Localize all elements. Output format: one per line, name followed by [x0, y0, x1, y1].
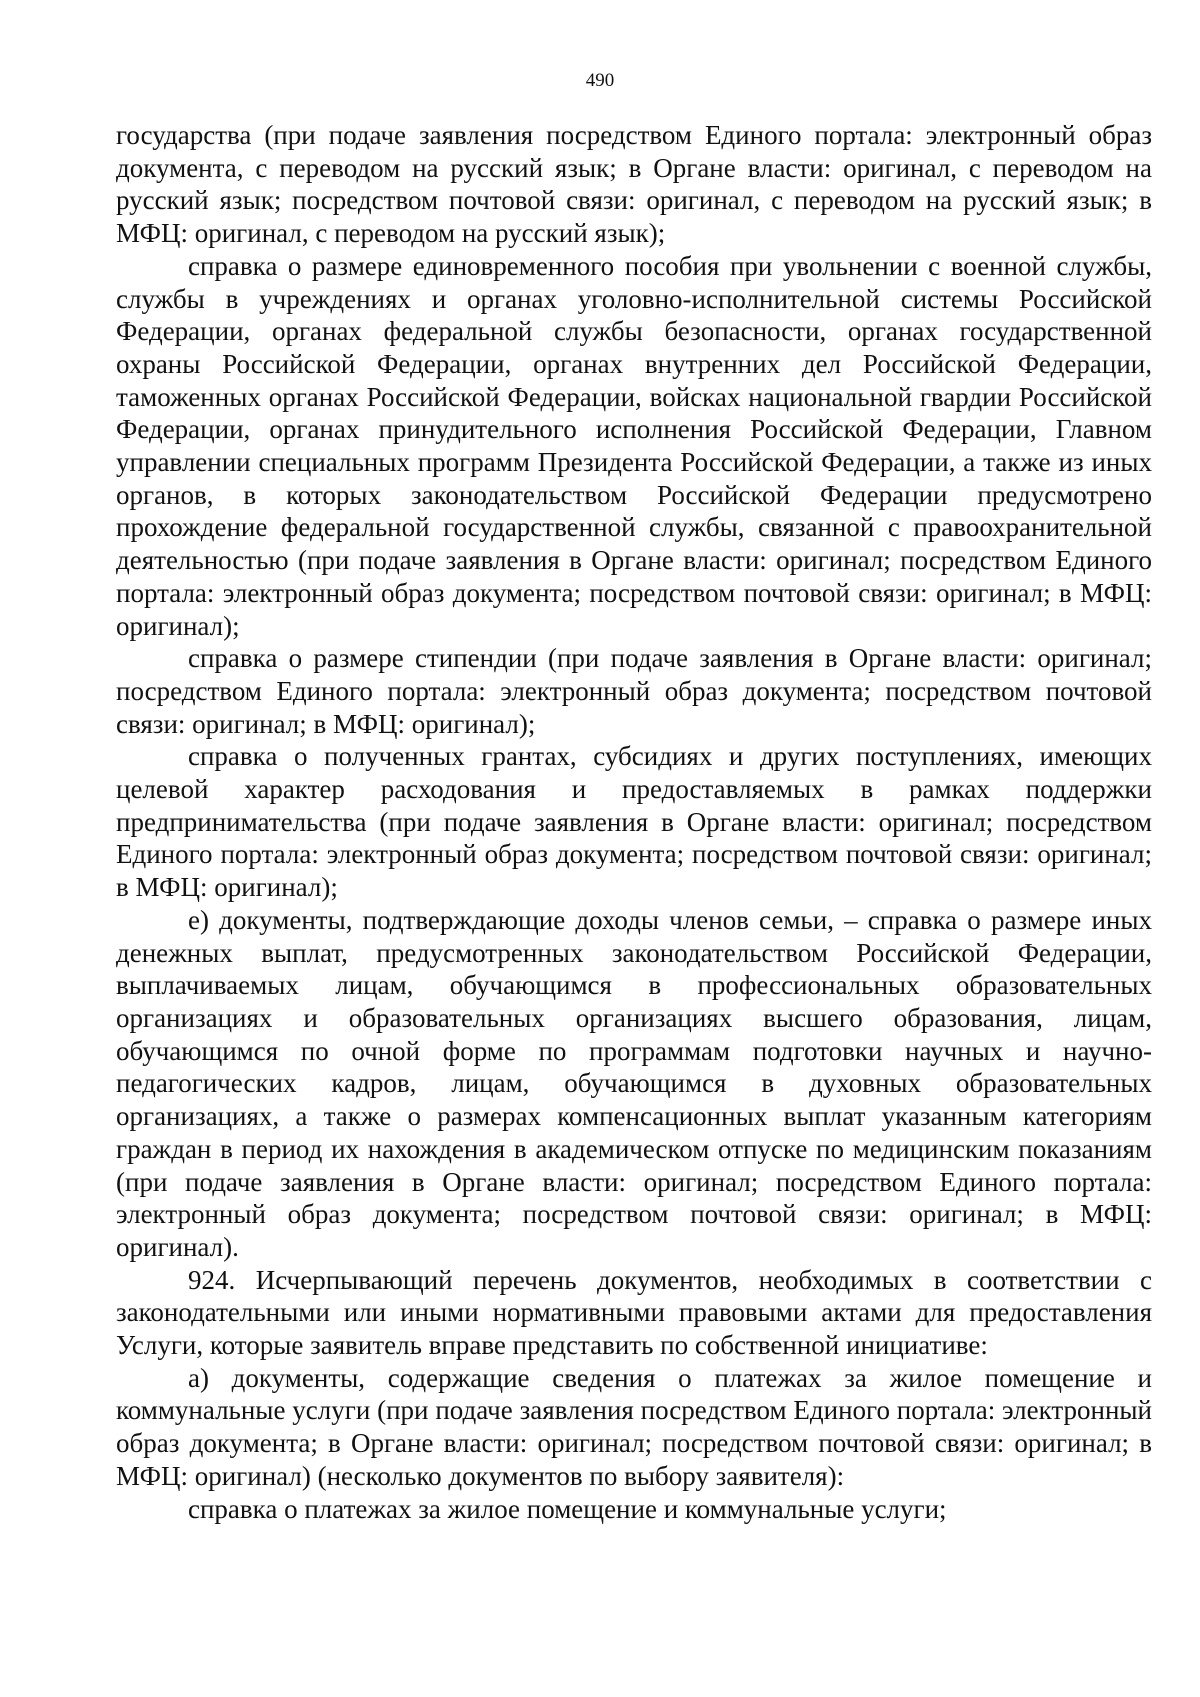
page-number: 490 [585, 70, 615, 91]
paragraph-severance-certificate: справка о размере единовременного пособия при увольнении с военной службы, службы в учреждениях и органах уголовно-исполнительной системы Российской Федерации, органах федеральной службы безопасности, органах государственной охраны Российской Федерации, органах внутренних дел Российской Федерации, таможенных органах Российской Федерации, войсках национальной гвардии Российской Федерации, органах принудительного исполнения Российской Федерации, Главном управлении специальных программ Президента Российской Федерации, а также из иных органов, в которых законодательством Российской Федерации предусмотрено прохождение федеральной государственной службы, связанной с правоохранительной деятельностью (при подаче заявления в Органе власти: оригинал; посредством Единого портала: электронный образ документа; посредством почтовой связи: оригинал; в МФЦ: оригинал); [116, 250, 1152, 641]
paragraph-payments-certificate: справка о платежах за жилое помещение и коммунальные услуги; [188, 1493, 947, 1524]
paragraph-scholarship-certificate: справка о размере стипендии (при подаче заявления в Органе власти: оригинал; посредством Единого портала: электронный образ документа; посредством почтовой связи: оригинал; в МФЦ: оригинал); [116, 643, 1152, 739]
document-body [116, 119, 1152, 1525]
paragraph-grants-certificate: справка о полученных грантах, субсидиях и других поступлениях, имеющих целевой характер расходования и предоставляемых в рамках поддержки предпринимательства (при подаче заявления в Органе власти: оригинал; посредством Единого портала: электронный образ документа; посредством почтовой связи: оригинал; в МФЦ: оригинал); [116, 741, 1152, 903]
paragraph-item-a: а) документы, содержащие сведения о платежах за жилое помещение и коммунальные услуги (при подаче заявления посредством Единого портала: электронный образ документа; в Органе власти: оригинал; посредством почтовой связи: оригинал; в МФЦ: оригинал) (несколько документов по выбору заявителя): [116, 1362, 1152, 1491]
paragraph-item-e: е) документы, подтверждающие доходы членов семьи, – справка о размере иных денежных выплат, предусмотренных законодательством Российской Федерации, выплачиваемых лицам, обучающимся в профессиональных образовательных организациях и образовательных организациях высшего образования, лицам, обучающимся по очной форме по программам подготовки научных и научно-педагогических кадров, лицам, обучающимся в духовных образовательных организациях, а также о размерах компенсационных выплат указанным категориям граждан в период их нахождения в академическом отпуске по медицинским показаниям (при подаче заявления в Органе власти: оригинал; посредством Единого портала: электронный образ документа; посредством почтовой связи: оригинал; в МФЦ: оригинал). [116, 904, 1152, 1262]
paragraph-section-924: 924. Исчерпывающий перечень документов, необходимых в соответствии с законодательными или иными нормативными правовыми актами для предоставления Услуги, которые заявитель вправе представить по собственной инициативе: [116, 1264, 1152, 1361]
paragraph-continuation: государства (при подаче заявления посредством Единого портала: электронный образ документа, с переводом на русский язык; в Органе власти: оригинал, с переводом на русский язык; посредством почтовой связи: оригинал, с переводом на русский язык; в МФЦ: оригинал, с переводом на русский язык); [116, 120, 1152, 249]
